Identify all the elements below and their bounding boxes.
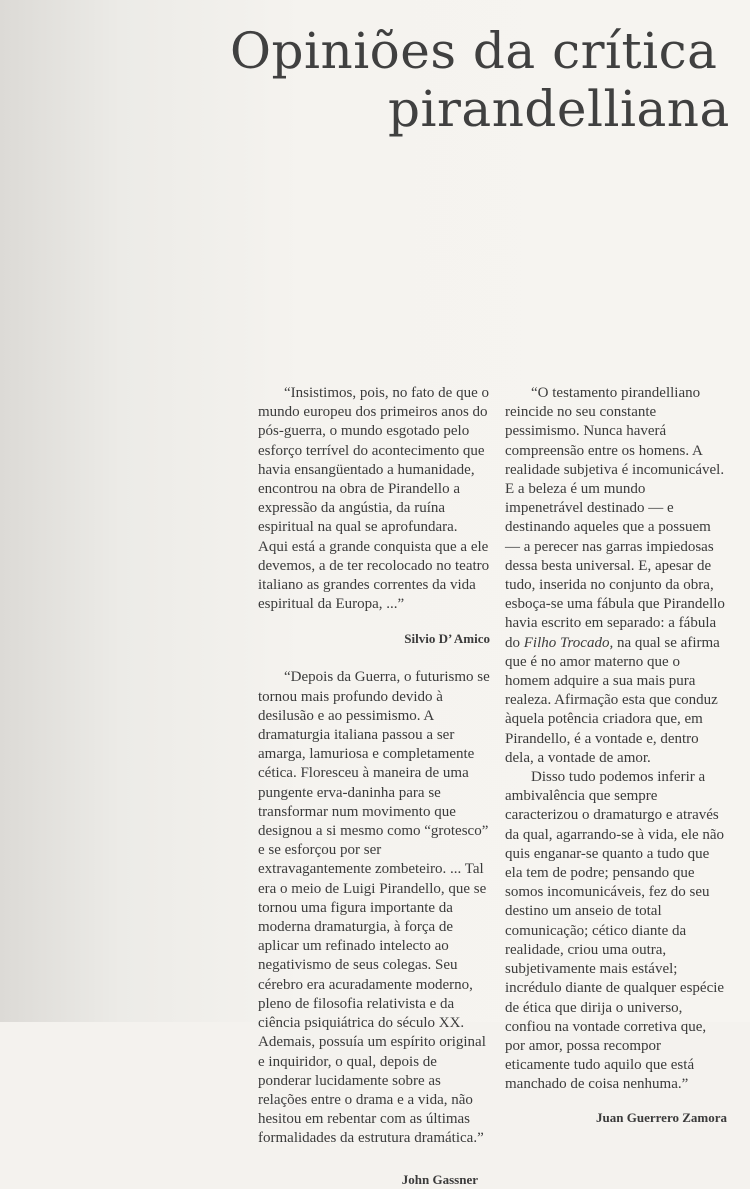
title-line-1: Opiniões da crítica	[230, 22, 718, 80]
right-column	[505, 384, 727, 1127]
author-damico: Silvio D’ Amico	[404, 631, 490, 647]
left-column	[258, 384, 490, 1189]
quote-zamora-part-2: na qual se afirma que é no amor materno que o homem adquire a sua mais pura realeza. Afirmação esta que conduz àquela potência criadora que, em Pirandello, é a vontade e, dentro dela, a vontade de amor.	[505, 634, 720, 766]
book-title-filho-trocado: Filho Trocado,	[523, 634, 614, 651]
quote-zamora-continuation: Disso tudo podemos inferir a ambivalência que sempre caracterizou o dramaturgo e através da qual, agarrando-se à vida, ele não quis enganar-se quanto a tudo que ela tem de podre; pensando que somos incomunicáveis, fez do seu destino um anseio de total comunicação; cético diante da realidade, criou uma outra, subjetivamente mais estável; incrédulo diante de qualquer espécie de ética que dirija o universo, confiou na vontade corretiva que, por amor, possa recompor eticamente tudo aquilo que está manchado de coisa nenhuma.”	[505, 769, 725, 1093]
title-line-2: pirandelliana	[388, 80, 730, 138]
quote-zamora-part-1: “O testamento pirandelliano reincide no seu constante pessimismo. Nunca haverá compreensão entre os homens. A realidade subjetiva é incomunicável. E a beleza é um mundo impenetrável destinado — e destinando aqueles que a possuem — a perecer nas garras impiedosas dessa besta universal. E, apesar de tudo, inserida no conjunto da obra, esboça-se uma fábula que Pirandello havia escrito em separado: a fábula do	[505, 385, 725, 651]
page-title	[230, 22, 750, 138]
author-zamora: Juan Guerrero Zamora	[596, 1109, 727, 1125]
quote-gassner: “Depois da Guerra, o futurismo se tornou mais profundo devido à desilusão e ao pessimismo. A dramaturgia italiana passou a ser amarga, lamuriosa e completamente cética. Floresceu à maneira de uma pungente erva-daninha para se transformar num movimento que designou a si mesmo como “grotesco” e se esforçou por ser extravagantemente zombeteiro. ... Tal era o meio de Luigi Pirandello, que se tornou uma figura importante da moderna dramaturgia, à força de aplicar um refinado intelecto ao negativismo de seus colegas. Seu cérebro era acuradamente moderno, pleno de filosofia relativista e da ciência psiquiátrica do século XX. Ademais, possuía um espírito original e inquiridor, o qual, depois de ponderar lucidamente sobre as relações entre o drama e a vida, não hesitou em rebentar com as últimas formalidades da estrutura dramática.”	[258, 669, 490, 1147]
author-gassner: John Gassner	[401, 1171, 478, 1187]
quote-zamora	[505, 384, 727, 768]
quote-damico: “Insistimos, pois, no fato de que o mundo europeu dos primeiros anos do pós-guerra, o mundo esgotado pelo esforço terrível do acontecimento que havia ensangüentado a humanidade, encontrou na obra de Pirandello a expressão da angústia, da ruína espiritual na qual se aprofundara. Aqui está a grande conquista que a ele devemos, a de ter recolocado no teatro italiano as grandes correntes da vida espiritual da Europa, ...”	[258, 385, 490, 613]
